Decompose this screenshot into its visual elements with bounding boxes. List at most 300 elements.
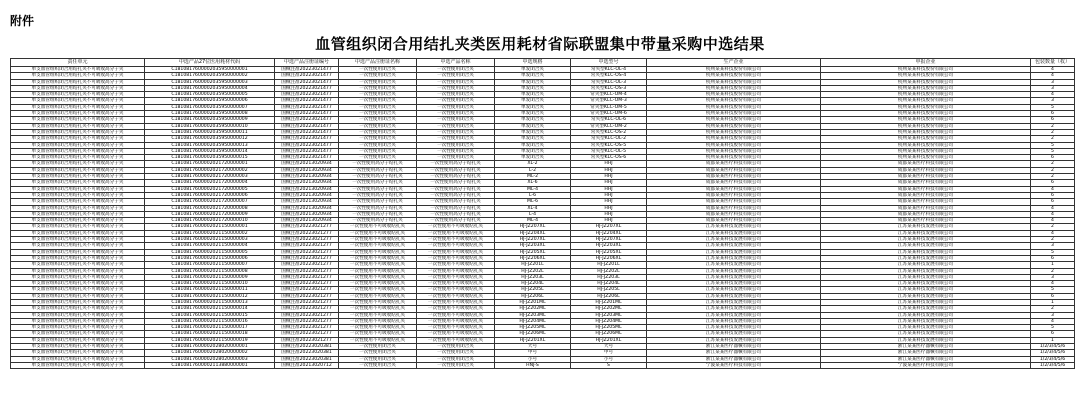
- table-cell: 杭州某某科技股份有限公司: [821, 98, 1031, 104]
- table-cell: 江苏某某科技发展有限公司: [647, 306, 821, 312]
- table-cell: 国械注准20223021477: [275, 92, 339, 98]
- table-cell: C1810817600002021150000005: [145, 249, 275, 255]
- table-cell: 杭州某某科技股份有限公司: [821, 129, 1031, 135]
- table-cell: 江苏某某科技发展有限公司: [821, 318, 1031, 324]
- table-cell: 杭州某某科技股份有限公司: [647, 155, 821, 161]
- table-cell: 单支血管组织闭合用结扎夹不可吸收高分子夹: [11, 205, 145, 211]
- table-cell: 一次性使用闭合夹: [417, 92, 495, 98]
- table-cell: HJ-JZ202ML: [495, 306, 571, 312]
- table-cell: L-4: [495, 211, 571, 217]
- column-header: 责任单元: [11, 59, 145, 67]
- table-cell: 中号: [495, 350, 571, 356]
- table-cell: C1810817600002021720000004: [145, 180, 275, 186]
- table-cell: 国械注准20223021477: [275, 129, 339, 135]
- table-cell: 成都某某医疗科技有限公司: [821, 161, 1031, 167]
- table-cell: 4: [1031, 230, 1075, 236]
- table-cell: XL-2: [495, 161, 571, 167]
- table-cell: 一次性使用闭合夹: [417, 148, 495, 154]
- table-cell: 一次性使用高分子结扎夹: [339, 192, 417, 198]
- table-cell: 江苏某某科技发展有限公司: [821, 255, 1031, 261]
- table-cell: 1/2/3/4/5/6: [1031, 356, 1075, 362]
- table-cell: 单支血管组织闭合用结扎夹不可吸收高分子夹: [11, 123, 145, 129]
- table-cell: 常夹型KLC-OM-5: [571, 104, 647, 110]
- table-cell: 单支血管组织闭合用结扎夹不可吸收高分子夹: [11, 180, 145, 186]
- table-cell: HJ-JZ202L: [571, 268, 647, 274]
- table-cell: C1810817600002021150000003: [145, 237, 275, 243]
- table-cell: 一次性使用闭合夹: [339, 129, 417, 135]
- table-cell: 3: [1031, 312, 1075, 318]
- table-cell: 5: [1031, 104, 1075, 110]
- table-cell: 1/2/3/4/5/6: [1031, 344, 1075, 350]
- table-cell: 国械注准20213020934: [275, 161, 339, 167]
- table-cell: HJ-JZ207XL: [571, 237, 647, 243]
- table-cell: 1: [1031, 262, 1075, 268]
- table-cell: 成都某某医疗科技有限公司: [647, 199, 821, 205]
- table-cell: 一次性使用闭合夹: [417, 155, 495, 161]
- table-cell: 单发闭合夹: [495, 111, 571, 117]
- table-cell: 国械注准20213020934: [275, 167, 339, 173]
- table-cell: C1810817600002021720000005: [145, 186, 275, 192]
- table-cell: C1810817600002021150000008: [145, 268, 275, 274]
- table-cell: 一次性使用不可吸收结扎夹: [339, 312, 417, 318]
- table-cell: 5: [1031, 148, 1075, 154]
- table-cell: 单支血管组织闭合用结扎夹不可吸收高分子夹: [11, 111, 145, 117]
- table-cell: C1810817600002021150000009: [145, 274, 275, 280]
- table-cell: C1810817600002021150000014: [145, 306, 275, 312]
- table-cell: 单支血管组织闭合用结扎夹不可吸收高分子夹: [11, 129, 145, 135]
- table-cell: 杭州某某科技股份有限公司: [821, 155, 1031, 161]
- table-cell: 一次性使用不可吸收结扎夹: [417, 237, 495, 243]
- table-cell: 杭州某某科技股份有限公司: [821, 136, 1031, 142]
- table-cell: 国械注准20223021477: [275, 67, 339, 73]
- table-cell: 4: [1031, 218, 1075, 224]
- table-cell: 6: [1031, 255, 1075, 261]
- table-cell: 国械注准20223021277: [275, 287, 339, 293]
- table-cell: 杭州某某科技股份有限公司: [821, 79, 1031, 85]
- table-cell: 常夹型KLC-OS-4: [571, 73, 647, 79]
- table-cell: 江苏某某科技发展有限公司: [647, 268, 821, 274]
- table-cell: 一次性使用高分子结扎夹: [417, 174, 495, 180]
- table-cell: C1810817600002028020000002: [145, 350, 275, 356]
- table-cell: 单支血管组织闭合用结扎夹不可吸收高分子夹: [11, 67, 145, 73]
- table-cell: 杭州某某科技股份有限公司: [821, 142, 1031, 148]
- table-cell: 国械注准20223021277: [275, 262, 339, 268]
- table-cell: 一次性使用闭合夹: [417, 344, 495, 350]
- table-cell: C1810817600002021150000011: [145, 287, 275, 293]
- table-cell: 常夹型KLC-OS-6: [571, 155, 647, 161]
- table-cell: HJ-JZ203XL: [571, 243, 647, 249]
- table-cell: 单支血管组织闭合用结扎夹不可吸收高分子夹: [11, 312, 145, 318]
- table-cell: C1810817600002021150000017: [145, 325, 275, 331]
- table-cell: 一次性使用闭合夹: [339, 155, 417, 161]
- table-cell: 一次性使用高分子结扎夹: [339, 199, 417, 205]
- table-cell: 一次性使用闭合夹: [417, 362, 495, 368]
- table-cell: 单支血管组织闭合用结扎夹不可吸收高分子夹: [11, 218, 145, 224]
- table-cell: 江苏某某科技发展有限公司: [821, 237, 1031, 243]
- table-cell: 4: [1031, 92, 1075, 98]
- table-cell: 杭州某某科技股份有限公司: [647, 111, 821, 117]
- table-cell: 成都某某医疗科技有限公司: [647, 192, 821, 198]
- table-cell: 单发闭合夹: [495, 136, 571, 142]
- table-cell: 2: [1031, 306, 1075, 312]
- table-cell: 杭州某某科技股份有限公司: [821, 123, 1031, 129]
- table-cell: HJ-JZ204XL: [571, 230, 647, 236]
- table-cell: 单支血管组织闭合用结扎夹不可吸收高分子夹: [11, 337, 145, 343]
- table-cell: C1810817600002021150000006: [145, 255, 275, 261]
- table-cell: 小号: [571, 356, 647, 362]
- table-cell: 2: [1031, 224, 1075, 230]
- table-cell: C1810817600002021720000010: [145, 218, 275, 224]
- table-cell: 一次性使用闭合夹: [339, 350, 417, 356]
- table-cell: 国械注准20223021477: [275, 111, 339, 117]
- results-table: [10, 58, 1075, 369]
- table-cell: 成都某某医疗科技有限公司: [821, 211, 1031, 217]
- table-cell: 江苏某某科技发展有限公司: [647, 249, 821, 255]
- table-cell: 一次性使用不可吸收结扎夹: [417, 293, 495, 299]
- table-cell: 5: [1031, 325, 1075, 331]
- table-cell: 单支血管组织闭合用结扎夹不可吸收高分子夹: [11, 199, 145, 205]
- table-cell: 浙江某某医疗器械有限公司: [821, 356, 1031, 362]
- table-cell: C1810817600002021150000004: [145, 243, 275, 249]
- table-cell: HJ-JZ207XL: [571, 224, 647, 230]
- table-cell: 单支血管组织闭合用结扎夹不可吸收高分子夹: [11, 174, 145, 180]
- table-cell: 常夹型KLC-OL-4: [571, 67, 647, 73]
- table-cell: 江苏某某科技发展有限公司: [821, 243, 1031, 249]
- table-cell: HHJ: [571, 161, 647, 167]
- table-cell: 单支血管组织闭合用结扎夹不可吸收高分子夹: [11, 142, 145, 148]
- table-cell: 一次性使用高分子结扎夹: [417, 180, 495, 186]
- table-cell: 一次性使用高分子结扎夹: [417, 218, 495, 224]
- table-cell: 国械注准20223021477: [275, 123, 339, 129]
- table-cell: 江苏某某科技发展有限公司: [821, 274, 1031, 280]
- table-cell: 单发闭合夹: [495, 85, 571, 91]
- table-cell: 杭州某某科技股份有限公司: [821, 104, 1031, 110]
- table-cell: 单支血管组织闭合用结扎夹不可吸收高分子夹: [11, 362, 145, 368]
- table-cell: 一次性使用高分子结扎夹: [339, 218, 417, 224]
- table-cell: 江苏某某科技发展有限公司: [647, 299, 821, 305]
- table-cell: C1810817600002021720000007: [145, 199, 275, 205]
- table-cell: 国械注准20223021477: [275, 155, 339, 161]
- table-cell: 4: [1031, 318, 1075, 324]
- table-cell: 江苏某某科技发展有限公司: [821, 268, 1031, 274]
- table-cell: C1810817600002035950000012: [145, 136, 275, 142]
- table-cell: 浙江某某医疗器械有限公司: [647, 356, 821, 362]
- table-cell: 单支血管组织闭合用结扎夹不可吸收高分子夹: [11, 249, 145, 255]
- table-cell: 一次性使用闭合夹: [417, 104, 495, 110]
- table-cell: 一次性使用不可吸收结扎夹: [417, 287, 495, 293]
- table-cell: 浙江某某医疗器械有限公司: [821, 344, 1031, 350]
- table-cell: HJ-JZ205ML: [495, 325, 571, 331]
- table-cell: 成都某某医疗科技有限公司: [821, 174, 1031, 180]
- table-cell: 江苏某某科技发展有限公司: [821, 293, 1031, 299]
- table-cell: 一次性使用闭合夹: [339, 117, 417, 123]
- table-cell: HHJ: [571, 192, 647, 198]
- table-cell: 国械注准20223021277: [275, 312, 339, 318]
- table-cell: 国械注准20223021477: [275, 73, 339, 79]
- table-cell: 一次性使用不可吸收结扎夹: [417, 299, 495, 305]
- table-cell: 江苏某某科技发展有限公司: [821, 306, 1031, 312]
- table-cell: HJ-JZ202L: [495, 268, 571, 274]
- table-cell: 常夹型KLC-OM-2: [571, 123, 647, 129]
- table-cell: HJ-JZ207XL: [495, 237, 571, 243]
- table-cell: 一次性使用不可吸收结扎夹: [339, 287, 417, 293]
- table-cell: HJ-JZ205L: [495, 287, 571, 293]
- table-cell: 一次性使用不可吸收结扎夹: [339, 243, 417, 249]
- table-cell: 单支血管组织闭合用结扎夹不可吸收高分子夹: [11, 192, 145, 198]
- table-cell: 常夹型KLC-OM-6: [571, 111, 647, 117]
- table-cell: HJ-JZ206XL: [571, 255, 647, 261]
- column-header: 中选产品27位医用耗材代码: [145, 59, 275, 67]
- table-cell: 江苏某某科技发展有限公司: [821, 224, 1031, 230]
- table-cell: 江苏某某科技发展有限公司: [647, 230, 821, 236]
- table-cell: 4: [1031, 211, 1075, 217]
- table-cell: 单发闭合夹: [495, 98, 571, 104]
- table-cell: HHJ: [571, 199, 647, 205]
- table-cell: 江苏某某科技发展有限公司: [647, 262, 821, 268]
- table-cell: 国械注准20213020934: [275, 218, 339, 224]
- table-cell: 单支血管组织闭合用结扎夹不可吸收高分子夹: [11, 287, 145, 293]
- table-cell: 杭州某某科技股份有限公司: [821, 67, 1031, 73]
- table-cell: 国械注准20223021277: [275, 249, 339, 255]
- column-header: 生产企业: [647, 59, 821, 67]
- table-cell: HJ-JZ203L: [571, 274, 647, 280]
- table-cell: 单支血管组织闭合用结扎夹不可吸收高分子夹: [11, 98, 145, 104]
- table-cell: 一次性使用闭合夹: [339, 362, 417, 368]
- table-cell: 国械注准20223021277: [275, 224, 339, 230]
- table-cell: 一次性使用高分子结扎夹: [339, 211, 417, 217]
- table-cell: 江苏某某科技发展有限公司: [647, 243, 821, 249]
- table-cell: 成都某某医疗科技有限公司: [647, 211, 821, 217]
- table-cell: 6: [1031, 180, 1075, 186]
- table-cell: C1810817600002035950000015: [145, 155, 275, 161]
- table-cell: 江苏某某科技发展有限公司: [647, 312, 821, 318]
- table-cell: 一次性使用不可吸收结扎夹: [417, 306, 495, 312]
- table-cell: 江苏某某科技发展有限公司: [647, 255, 821, 261]
- table-cell: 单支血管组织闭合用结扎夹不可吸收高分子夹: [11, 350, 145, 356]
- table-cell: 一次性使用闭合夹: [417, 117, 495, 123]
- table-cell: C1810817600002028020000001: [145, 344, 275, 350]
- column-header: 包装数量（枚）: [1031, 59, 1075, 67]
- table-cell: C1810817600002035950000008: [145, 111, 275, 117]
- table-cell: C1810817600002035950000003: [145, 79, 275, 85]
- table-cell: 江苏某某科技发展有限公司: [647, 224, 821, 230]
- table-cell: 单支血管组织闭合用结扎夹不可吸收高分子夹: [11, 281, 145, 287]
- table-cell: 国械注准20223021277: [275, 274, 339, 280]
- table-cell: 中号: [571, 350, 647, 356]
- table-cell: 杭州某某科技股份有限公司: [647, 79, 821, 85]
- table-cell: 一次性使用高分子结扎夹: [417, 167, 495, 173]
- table-cell: ML-4: [495, 218, 571, 224]
- table-cell: 浙江某某医疗器械有限公司: [821, 350, 1031, 356]
- table-cell: 2: [1031, 123, 1075, 129]
- table-cell: 成都某某医疗科技有限公司: [821, 167, 1031, 173]
- table-cell: 4: [1031, 205, 1075, 211]
- table-cell: 一次性使用不可吸收结扎夹: [339, 262, 417, 268]
- column-header: 中选规格: [495, 59, 571, 67]
- table-cell: 6: [1031, 155, 1075, 161]
- table-cell: 江苏某某科技发展有限公司: [821, 312, 1031, 318]
- table-cell: 一次性使用闭合夹: [417, 356, 495, 362]
- table-cell: ML-6: [495, 199, 571, 205]
- table-cell: 杭州某某科技股份有限公司: [647, 67, 821, 73]
- table-cell: 国械注准20223020381: [275, 344, 339, 350]
- table-cell: 国械注准20213020934: [275, 186, 339, 192]
- table-cell: 常夹型KLC-OS-5: [571, 142, 647, 148]
- table-cell: 杭州某某科技股份有限公司: [821, 73, 1031, 79]
- column-header: 中选产品注册证名称: [339, 59, 417, 67]
- table-cell: 一次性使用不可吸收结扎夹: [417, 274, 495, 280]
- table-cell: C1810817600002021720000002: [145, 167, 275, 173]
- table-cell: 杭州某某科技股份有限公司: [647, 92, 821, 98]
- table-cell: 国械注准20223021277: [275, 299, 339, 305]
- table-cell: 常夹型KLC-OS-2: [571, 129, 647, 135]
- table-cell: 江苏某某科技发展有限公司: [647, 331, 821, 337]
- table-cell: 国械注准20223021477: [275, 104, 339, 110]
- table-cell: 杭州某某科技股份有限公司: [821, 111, 1031, 117]
- table-cell: 2: [1031, 161, 1075, 167]
- column-header: 中选产品名称: [417, 59, 495, 67]
- table-cell: 2: [1031, 237, 1075, 243]
- table-cell: 成都某某医疗科技有限公司: [647, 205, 821, 211]
- table-cell: C1810817600002021150000002: [145, 230, 275, 236]
- table-cell: 江苏某某科技发展有限公司: [647, 287, 821, 293]
- table-cell: HHJ: [571, 167, 647, 173]
- table-cell: 国械注准20223020381: [275, 350, 339, 356]
- table-cell: HJ-JZ206XL: [495, 255, 571, 261]
- table-cell: 单支血管组织闭合用结扎夹不可吸收高分子夹: [11, 325, 145, 331]
- table-cell: C1810817600002021150000016: [145, 318, 275, 324]
- table-cell: 3: [1031, 79, 1075, 85]
- table-cell: C1810817600002021720000001: [145, 161, 275, 167]
- table-cell: 单发闭合夹: [495, 79, 571, 85]
- table-cell: 5: [1031, 287, 1075, 293]
- table-cell: 一次性使用高分子结扎夹: [339, 174, 417, 180]
- table-cell: 2: [1031, 136, 1075, 142]
- column-header: 申报企业: [821, 59, 1031, 67]
- table-cell: C1810817600002028020000003: [145, 356, 275, 362]
- table-cell: 杭州某某科技股份有限公司: [821, 85, 1031, 91]
- table-cell: 江苏某某科技发展有限公司: [647, 293, 821, 299]
- table-cell: HJ-JZ201L: [495, 262, 571, 268]
- table-cell: HJ-JZ204ML: [571, 318, 647, 324]
- table-cell: 一次性使用闭合夹: [417, 123, 495, 129]
- table-cell: 江苏某某科技发展有限公司: [647, 318, 821, 324]
- table-cell: 国械注准20223021277: [275, 337, 339, 343]
- table-cell: HJ-JZ205XL: [495, 249, 571, 255]
- table-cell: 一次性使用不可吸收结扎夹: [417, 249, 495, 255]
- table-cell: 一次性使用高分子结扎夹: [339, 161, 417, 167]
- table-cell: 一次性使用高分子结扎夹: [417, 211, 495, 217]
- table-cell: 江苏某某科技发展有限公司: [821, 337, 1031, 343]
- table-cell: 杭州某某科技股份有限公司: [647, 117, 821, 123]
- table-cell: C1810817600002021720000006: [145, 192, 275, 198]
- table-cell: L-2: [495, 167, 571, 173]
- table-cell: 国械注准20223021277: [275, 281, 339, 287]
- table-cell: 2: [1031, 174, 1075, 180]
- document-title: 血管组织闭合用结扎夹类医用耗材省际联盟集中带量采购中选结果: [315, 35, 765, 53]
- table-header-row: [11, 59, 1075, 67]
- table-cell: 单发闭合夹: [495, 104, 571, 110]
- table-cell: 一次性使用闭合夹: [339, 123, 417, 129]
- table-cell: 成都某某医疗科技有限公司: [647, 180, 821, 186]
- table-cell: 一次性使用高分子结扎夹: [417, 161, 495, 167]
- table-cell: 杭州某某科技股份有限公司: [647, 73, 821, 79]
- table-cell: 2: [1031, 167, 1075, 173]
- table-cell: C1810817600002035950000007: [145, 104, 275, 110]
- table-cell: C1810817600002021150000018: [145, 331, 275, 337]
- table-cell: 6: [1031, 192, 1075, 198]
- table-cell: HJ-JZ202ML: [571, 306, 647, 312]
- table-cell: 成都某某医疗科技有限公司: [821, 180, 1031, 186]
- table-cell: C1810817600002021150000012: [145, 293, 275, 299]
- table-cell: 一次性使用不可吸收结扎夹: [339, 230, 417, 236]
- table-cell: HJ-JZ203XL: [495, 243, 571, 249]
- table-cell: 杭州某某科技股份有限公司: [647, 148, 821, 154]
- table-cell: C1810817600002035950000004: [145, 85, 275, 91]
- table-cell: 国械注准20223021277: [275, 318, 339, 324]
- table-cell: HJ-JZ207XL: [495, 224, 571, 230]
- table-cell: 一次性使用不可吸收结扎夹: [339, 249, 417, 255]
- table-cell: 单发闭合夹: [495, 129, 571, 135]
- table-cell: 2: [1031, 129, 1075, 135]
- table-cell: 一次性使用高分子结扎夹: [417, 192, 495, 198]
- table-cell: HJ-JZ204L: [495, 281, 571, 287]
- table-cell: 杭州某某科技股份有限公司: [647, 98, 821, 104]
- table-cell: 单支血管组织闭合用结扎夹不可吸收高分子夹: [11, 306, 145, 312]
- table-cell: 成都某某医疗科技有限公司: [821, 205, 1031, 211]
- table-cell: 一次性使用不可吸收结扎夹: [339, 325, 417, 331]
- table-cell: 国械注准20213020934: [275, 180, 339, 186]
- table-cell: 单支血管组织闭合用结扎夹不可吸收高分子夹: [11, 79, 145, 85]
- table-cell: 成都某某医疗科技有限公司: [821, 218, 1031, 224]
- table-cell: 江苏某某科技发展有限公司: [821, 331, 1031, 337]
- table-cell: ML-2: [495, 174, 571, 180]
- table-cell: 一次性使用闭合夹: [339, 73, 417, 79]
- table-cell: 国械注准20223021477: [275, 148, 339, 154]
- table-cell: 江苏某某科技发展有限公司: [647, 274, 821, 280]
- table-cell: 浙江某某医疗器械有限公司: [647, 350, 821, 356]
- table-cell: 一次性使用闭合夹: [339, 67, 417, 73]
- table-cell: C1810817600002021150000019: [145, 337, 275, 343]
- table-cell: 浙江某某医疗器械有限公司: [647, 344, 821, 350]
- table-cell: 6: [1031, 199, 1075, 205]
- table-cell: 国械注准20223021477: [275, 79, 339, 85]
- table-cell: 小号: [495, 356, 571, 362]
- table-cell: C1810817600002021720000009: [145, 211, 275, 217]
- table-cell: 6: [1031, 293, 1075, 299]
- table-cell: 单支血管组织闭合用结扎夹不可吸收高分子夹: [11, 331, 145, 337]
- table-cell: 一次性使用闭合夹: [417, 67, 495, 73]
- table-cell: 杭州某某科技股份有限公司: [647, 123, 821, 129]
- table-cell: HJ-JZ205ML: [571, 325, 647, 331]
- table-cell: HHJ: [571, 211, 647, 217]
- table-cell: 单支血管组织闭合用结扎夹不可吸收高分子夹: [11, 237, 145, 243]
- table-cell: 单支血管组织闭合用结扎夹不可吸收高分子夹: [11, 262, 145, 268]
- table-cell: 一次性使用高分子结扎夹: [417, 205, 495, 211]
- table-cell: 常夹型KLC-OS-3: [571, 85, 647, 91]
- table-cell: 一次性使用闭合夹: [339, 356, 417, 362]
- table-cell: 3: [1031, 98, 1075, 104]
- table-cell: 江苏某某科技发展有限公司: [821, 281, 1031, 287]
- table-cell: 一次性使用不可吸收结扎夹: [339, 331, 417, 337]
- table-cell: 国械注准20213020934: [275, 205, 339, 211]
- table-cell: C1810817600002035950000011: [145, 129, 275, 135]
- table-cell: 杭州某某科技股份有限公司: [647, 142, 821, 148]
- table-cell: 一次性使用不可吸收结扎夹: [339, 299, 417, 305]
- table-cell: 一次性使用闭合夹: [417, 73, 495, 79]
- table-cell: 一次性使用闭合夹: [339, 98, 417, 104]
- table-cell: 成都某某医疗科技有限公司: [821, 192, 1031, 198]
